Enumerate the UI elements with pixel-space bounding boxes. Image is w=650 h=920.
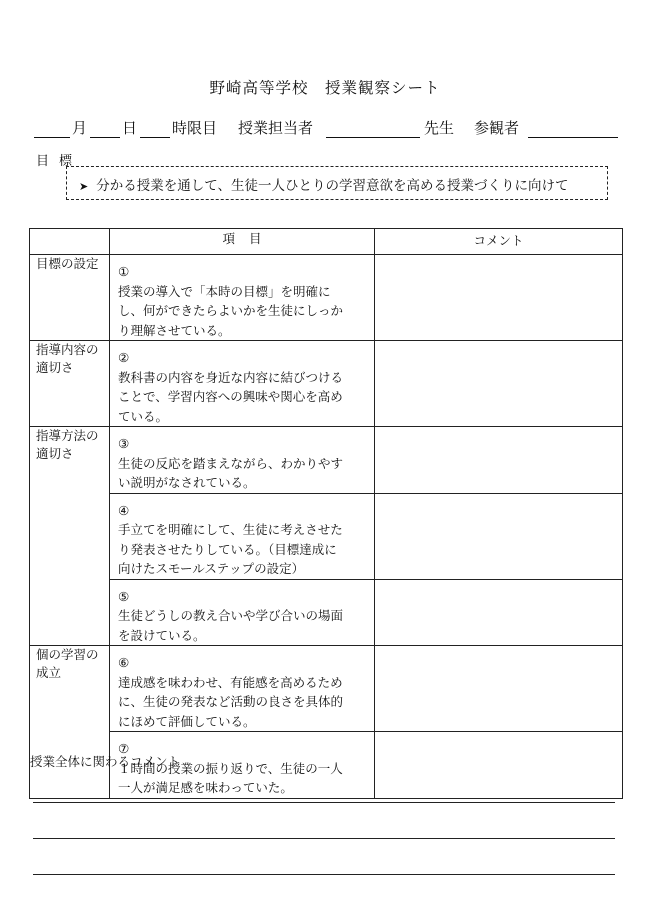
- observer-label: 参観者: [474, 119, 520, 137]
- item-cell-4: ④手立てを明確にして、生徒に考えさせたり発表させたりしている。（目標達成に向けたスモールステップの設定）: [110, 493, 375, 579]
- item-cell-7: ⑦１時間の授業の振り返りで、生徒の一人一人が満足感を味わっていた。: [110, 732, 375, 799]
- comment-cell-5[interactable]: [375, 579, 623, 646]
- category-cell: 個の学習の成立: [30, 646, 110, 799]
- header-item: 項目: [110, 229, 375, 255]
- day-blank[interactable]: [90, 115, 120, 138]
- period-blank[interactable]: [140, 115, 170, 138]
- month-label: 月: [72, 119, 88, 137]
- item-cell-2: ②教科書の内容を身近な内容に結びつけることで、学習内容への興味や関心を高めている。: [110, 341, 375, 427]
- item-cell-1: ①授業の導入で「本時の目標」を明確にし、何ができたらよいかを生徒にしっかり理解させている。: [110, 255, 375, 341]
- item-cell-6: ⑥達成感を味わわせ、有能感を高めるために、生徒の発表など活動の良さを具体的にほめて評価している。: [110, 646, 375, 732]
- header-comment: コメント: [375, 229, 623, 255]
- header-corner: [30, 229, 110, 255]
- comment-cell-6[interactable]: [375, 646, 623, 732]
- day-label: 日: [122, 119, 138, 137]
- comment-cell-3[interactable]: [375, 427, 623, 494]
- comment-cell-4[interactable]: [375, 493, 623, 579]
- comment-line[interactable]: [33, 874, 615, 875]
- category-cell: 指導方法の適切さ: [30, 427, 110, 646]
- item-cell-3: ③生徒の反応を踏まえながら、わかりやすい説明がなされている。: [110, 427, 375, 494]
- month-blank[interactable]: [34, 115, 70, 138]
- teacher-blank[interactable]: [326, 115, 420, 138]
- goal-text: 分かる授業を通して、生徒一人ひとりの学習意欲を高める授業づくりに向けて: [96, 178, 569, 194]
- arrow-bullet-icon: ➤: [79, 180, 89, 193]
- category-cell: 指導内容の適切さ: [30, 341, 110, 427]
- observation-table: [29, 228, 623, 799]
- goal-box: [66, 166, 608, 200]
- teacher-suffix: 先生: [424, 119, 455, 137]
- category-cell: 目標の設定: [30, 255, 110, 341]
- teacher-label: 授業担当者: [238, 119, 314, 137]
- comment-cell-7[interactable]: [375, 732, 623, 799]
- goal-label: 目標: [36, 154, 83, 169]
- comment-line[interactable]: [33, 802, 615, 803]
- header-row: [34, 112, 624, 138]
- item-cell-5: ⑤生徒どうしの教え合いや学び合いの場面を設けている。: [110, 579, 375, 646]
- comment-line[interactable]: [33, 838, 615, 839]
- overall-comment-label: 授業全体に関わるコメント: [30, 754, 181, 769]
- sheet-title: 野崎高等学校 授業観察シート: [209, 79, 441, 97]
- observer-blank[interactable]: [528, 115, 618, 138]
- comment-cell-2[interactable]: [375, 341, 623, 427]
- period-label: 時限目: [172, 119, 218, 137]
- comment-cell-1[interactable]: [375, 255, 623, 341]
